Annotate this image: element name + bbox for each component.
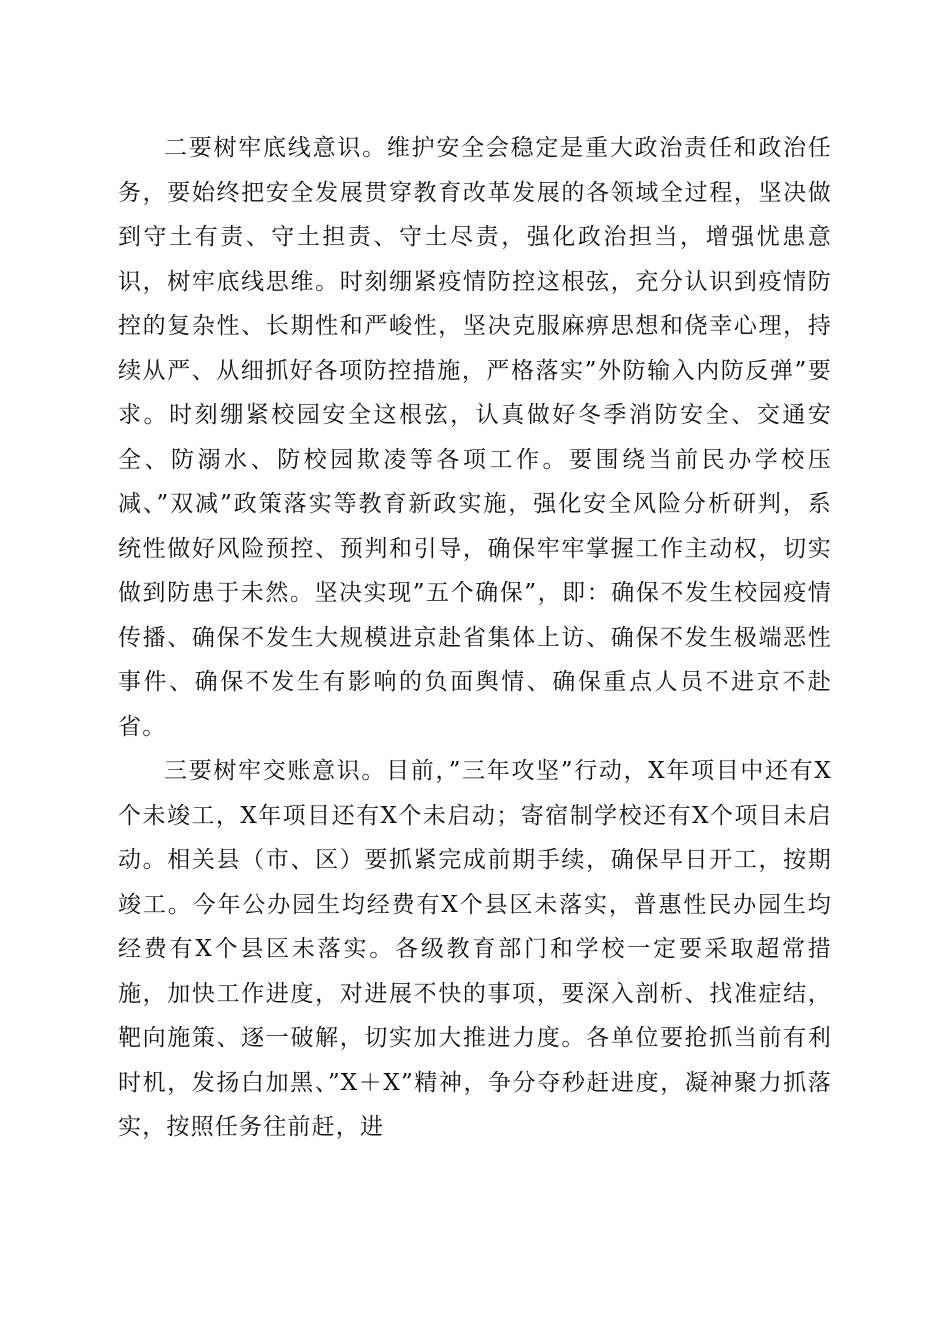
paragraph-bottom-line-awareness: 二要树牢底线意识。维护安全会稳定是重大政治责任和政治任务，要始终把安全发展贯穿教育改革发展的各领域全过程，坚决做到守土有责、守土担责、守土尽责，强化政治担当，增强忧患意识，树牢底线思维。时刻绷紧疫情防控这根弦，充分认识到疫情防控的复杂性、长期性和严峻性，坚决克服麻痹思想和侥幸心理，持续从严、从细抓好各项防控措施，严格落实”外防输入内防反弹”要求。时刻绷紧校园安全这根弦，认真做好冬季消防安全、交通安全、防溺水、防校园欺凌等各项工作。要围绕当前民办学校压减、”双减”政策落实等教育新政实施，强化安全风险分析研判，系统性做好风险预控、预判和引导，确保牢牢掌握工作主动权，切实做到防患于未然。坚决实现”五个确保”，即：确保不发生校园疫情传播、确保不发生大规模进京赴省集体上访、确保不发生极端恶性事件、确保不发生有影响的负面舆情、确保重点人员不进京不赴省。 xyxy=(118,135,832,740)
document-body xyxy=(118,126,832,1150)
paragraph-accountability-awareness: 三要树牢交账意识。目前，”三年攻坚”行动，X年项目中还有X个未竣工，X年项目还有X个未启动；寄宿制学校还有X个项目未启动。相关县（市、区）要抓紧完成前期手续，确保早日开工，按期竣工。今年公办园生均经费有X个县区未落实，普惠性民办园生均经费有X个县区未落实。各级教育部门和学校一定要采取超常措施，加快工作进度，对进展不快的事项，要深入剖析、找准症结，靶向施策、逐一破解，切实加大推进力度。各单位要抢抓当前有利时机，发扬白加黑、”X＋X”精神，争分夺秒赶进度，凝神聚力抓落实，按照任务往前赶，进 xyxy=(118,758,832,1140)
